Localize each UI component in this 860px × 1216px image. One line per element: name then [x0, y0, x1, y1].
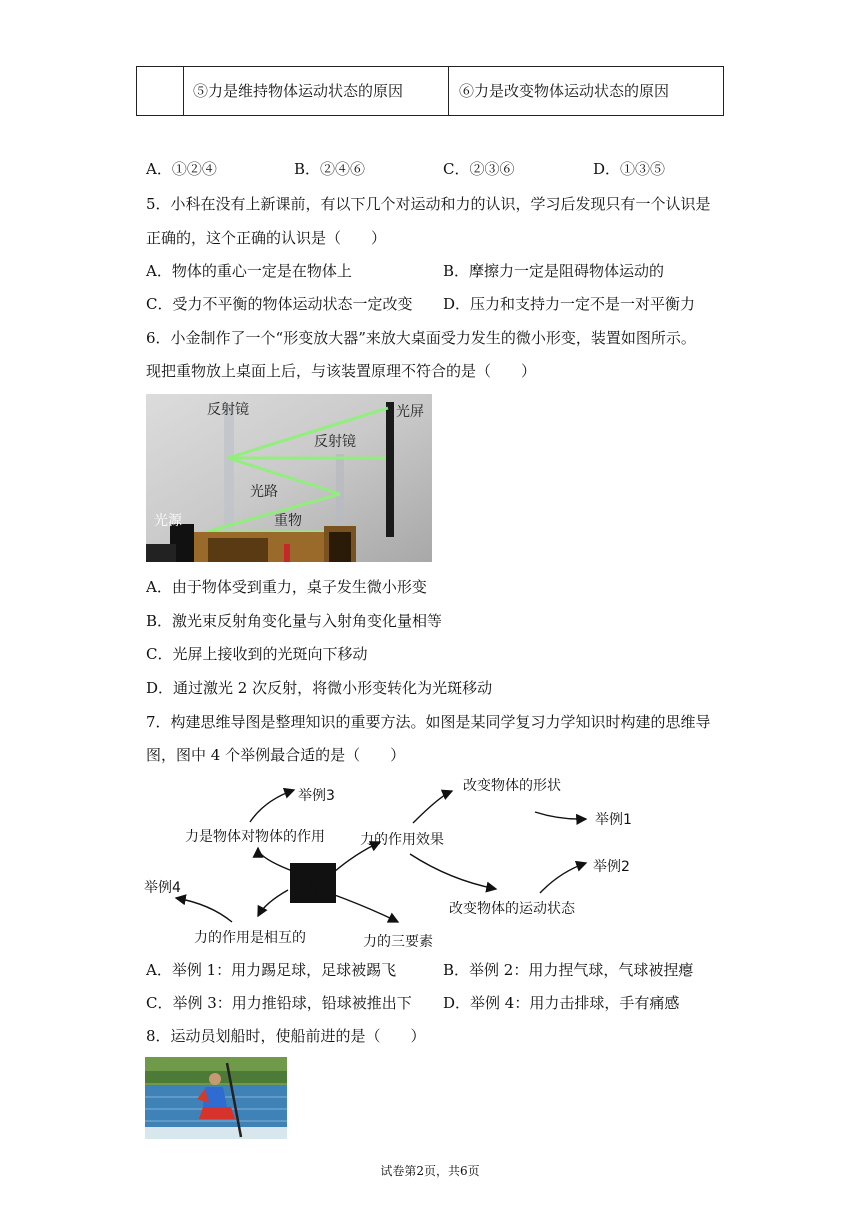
map-three-elements: 力的三要素 [363, 934, 433, 950]
label-screen: 光屏 [396, 404, 424, 420]
force-mind-map [140, 768, 640, 952]
q7-stem-line2: 图，图中 4 个举例最合适的是（ ） [146, 746, 406, 764]
q7-option-a[interactable]: A．举例 1：用力踢足球，足球被踢飞 [146, 961, 397, 979]
q7-option-c[interactable]: C．举例 3：用力推铅球，铅球被推出下 [146, 994, 412, 1012]
q5-option-a[interactable]: A．物体的重心一定是在物体上 [146, 262, 352, 280]
q4-option-a[interactable]: A．①②④ [146, 160, 217, 178]
q5-stem-line1: 5．小科在没有上新课前，有以下几个对运动和力的认识，学习后发现只有一个认识是 [146, 195, 711, 213]
q6-stem-line1: 6．小金制作了一个“形变放大器”来放大桌面受力发生的微小形变，装置如图所示。 [146, 329, 696, 347]
map-example-4: 举例4 [144, 880, 181, 896]
map-example-2: 举例2 [593, 859, 630, 875]
q6-option-a[interactable]: A．由于物体受到重力，桌子发生微小形变 [146, 578, 427, 596]
map-interaction: 力是物体对物体的作用 [185, 829, 325, 845]
q4-option-b[interactable]: B．②④⑥ [294, 160, 366, 178]
map-example-3: 举例3 [298, 788, 335, 804]
label-mirror-1: 反射镜 [207, 402, 249, 418]
label-light-source: 光源 [154, 513, 182, 529]
map-change-shape: 改变物体的形状 [463, 778, 561, 794]
q5-option-c[interactable]: C．受力不平衡的物体运动状态一定改变 [146, 295, 413, 313]
q5-stem-line2: 正确的，这个正确的认识是（ ） [146, 229, 387, 247]
deformation-amplifier-figure [146, 394, 432, 562]
map-mutual: 力的作用是相互的 [194, 930, 306, 946]
map-example-1: 举例1 [595, 812, 632, 828]
q4-option-d[interactable]: D．①③⑤ [593, 160, 666, 178]
map-effect: 力的作用效果 [360, 832, 444, 848]
q6-stem-line2: 现把重物放上桌面上后，与该装置原理不符合的是（ ） [146, 362, 537, 380]
map-center-force: 力 [306, 880, 320, 896]
page-footer: 试卷第2页，共6页 [380, 1164, 480, 1178]
statement-table [136, 66, 724, 116]
q6-option-c[interactable]: C．光屏上接收到的光斑向下移动 [146, 645, 368, 663]
q7-option-d[interactable]: D．举例 4：用力击排球，手有痛感 [443, 994, 680, 1012]
label-mirror-2: 反射镜 [314, 434, 356, 450]
q7-stem-line1: 7．构建思维导图是整理知识的重要方法。如图是某同学复习力学知识时构建的思维导 [146, 713, 711, 731]
label-light-path: 光路 [250, 484, 278, 500]
rowing-athlete-photo [145, 1057, 287, 1139]
q8-stem: 8．运动员划船时，使船前进的是（ ） [146, 1027, 426, 1045]
statement-5: ⑤力是维持物体运动状态的原因 [193, 82, 404, 100]
map-change-motion: 改变物体的运动状态 [449, 901, 575, 917]
q5-option-d[interactable]: D．压力和支持力一定不是一对平衡力 [443, 295, 696, 313]
q6-option-d[interactable]: D．通过激光 2 次反射，将微小形变转化为光斑移动 [146, 679, 493, 697]
q4-option-c[interactable]: C．②③⑥ [443, 160, 515, 178]
rowing-photo [145, 1057, 287, 1139]
q5-option-b[interactable]: B．摩擦力一定是阻碍物体运动的 [443, 262, 665, 280]
q7-option-b[interactable]: B．举例 2：用力捏气球，气球被捏瘪 [443, 961, 694, 979]
label-weight: 重物 [274, 513, 302, 529]
table-cell-6 [449, 67, 723, 115]
deformation-amplifier-photo [146, 394, 432, 562]
table-empty-cell [137, 67, 184, 115]
mind-map-diagram [140, 768, 640, 952]
table-cell-5 [183, 67, 449, 115]
statement-6: ⑥力是改变物体运动状态的原因 [459, 82, 670, 100]
q6-option-b[interactable]: B．激光束反射角变化量与入射角变化量相等 [146, 612, 443, 630]
